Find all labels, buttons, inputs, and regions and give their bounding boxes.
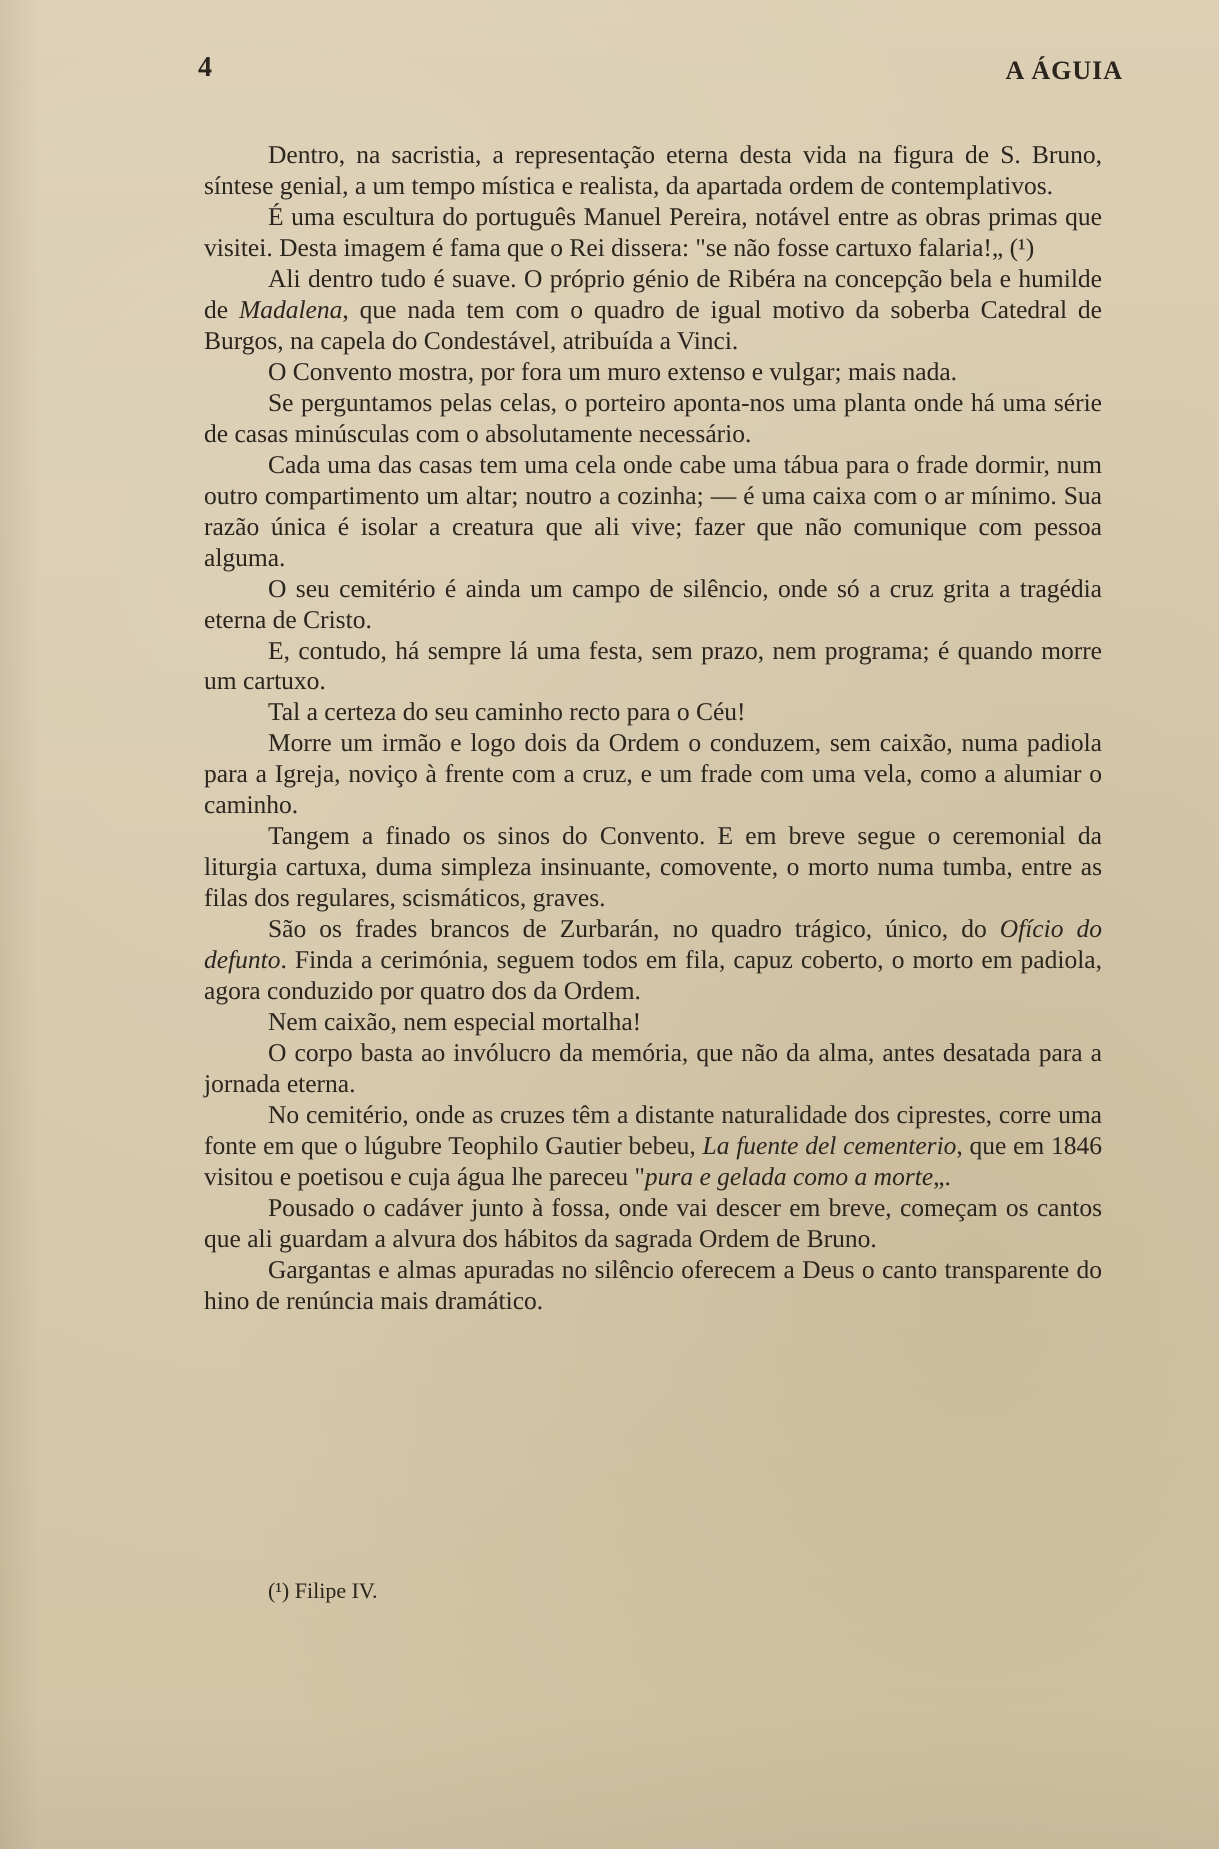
paragraph: No cemitério, onde as cruzes têm a distante naturalidade dos ciprestes, corre uma fonte em que o lúgubre Teophilo Gautier bebeu, La fuente del cementerio, que em 1846 visitou e poetisou e cuja água lhe pareceu "pura e gelada como a morte„.	[204, 1100, 1102, 1191]
paragraph: O Convento mostra, por fora um muro extenso e vulgar; mais nada.	[268, 356, 958, 386]
running-title: A ÁGUIA	[1005, 56, 1123, 85]
article-body	[204, 140, 1102, 1317]
paragraph: Pousado o cadáver junto à fossa, onde vai descer em breve, começam os cantos que ali guardam a alvura dos hábitos da sagrada Ordem de Bruno.	[204, 1192, 1102, 1253]
footnote	[268, 1578, 377, 1604]
paragraph: Tangem a finado os sinos do Convento. E em breve segue o ceremonial da liturgia cartuxa, duma simpleza insinuante, comovente, o morto numa tumba, entre as filas dos regulares, scismáticos, graves.	[204, 821, 1102, 913]
paragraph: Cada uma das casas tem uma cela onde cabe uma tábua para o frade dormir, num outro compartimento um altar; noutro a cozinha; — é uma caixa com o ar mínimo. Sua razão única é isolar a creatura que ali vive; fazer que não comunique com pessoa alguma.	[204, 449, 1102, 572]
paragraph: É uma escultura do português Manuel Pereira, notável entre as obras primas que visitei. Desta imagem é fama que o Rei dissera: "se não fosse cartuxo falaria!„ (¹)	[204, 201, 1102, 262]
paragraph: Tal a certeza do seu caminho recto para o Céu!	[268, 697, 746, 727]
page-bottom-shade	[0, 1709, 1219, 1849]
paragraph: Dentro, na sacristia, a representação eterna desta vida na figura de S. Bruno, síntese genial, a um tempo mística e realista, da apartada ordem de contemplativos.	[204, 140, 1102, 200]
paragraph: São os frades brancos de Zurbarán, no quadro trágico, único, do Ofício do defunto. Finda a cerimónia, seguem todos em fila, capuz coberto, o morto em padiola, agora conduzido por quatro dos da Ordem.	[204, 914, 1102, 1006]
paragraph: Morre um irmão e logo dois da Ordem o conduzem, sem caixão, numa padiola para a Igreja, noviço à frente com a cruz, e um frade com uma vela, como a alumiar o caminho.	[204, 728, 1102, 820]
paragraph: O corpo basta ao invólucro da memória, que não da alma, antes desatada para a jornada eterna.	[204, 1038, 1102, 1099]
page-edge-shadow	[0, 0, 40, 1849]
paragraph: E, contudo, há sempre lá uma festa, sem prazo, nem programa; é quando morre um cartuxo.	[204, 635, 1102, 696]
paragraph: O seu cemitério é ainda um campo de silêncio, onde só a cruz grita a tragédia eterna de Cristo.	[204, 573, 1102, 634]
footnote-marker: (¹)	[268, 1578, 290, 1603]
footnote-text: Filipe IV.	[294, 1578, 378, 1603]
paragraph: Nem caixão, nem especial mortalha!	[268, 1007, 642, 1037]
page-header	[198, 52, 1123, 92]
paragraph: Se perguntamos pelas celas, o porteiro aponta-nos uma planta onde há uma série de casas minúsculas com o absolutamente necessário.	[204, 387, 1102, 448]
paragraph: Gargantas e almas apuradas no silêncio oferecem a Deus o canto transparente do hino de renúncia mais dramático.	[204, 1254, 1102, 1315]
paragraph: Ali dentro tudo é suave. O próprio génio de Ribéra na concepção bela e humilde de Madalena, que nada tem com o quadro de igual motivo da soberba Catedral de Burgos, na capela do Condestável, atribuída a Vinci.	[204, 263, 1102, 355]
page-number: 4	[198, 52, 212, 83]
